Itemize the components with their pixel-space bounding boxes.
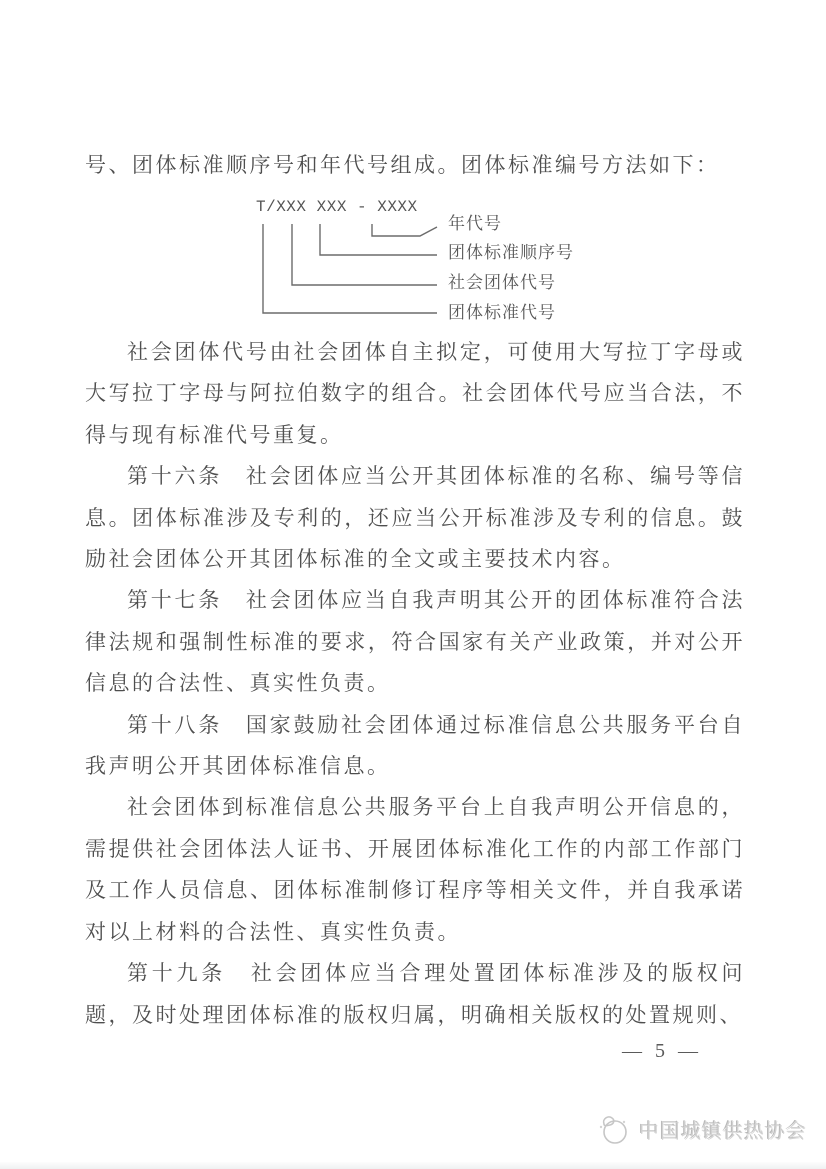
- standard-number-code: T/XXX XXX - XXXX: [256, 198, 418, 216]
- diagram-label-year-code: 年代号: [448, 214, 502, 233]
- association-name: 中国城镇供热协会: [639, 1120, 807, 1143]
- diagram-label-sequence-number: 团体标准顺序号: [448, 243, 574, 262]
- standard-number-diagram: [230, 196, 630, 334]
- diagram-leader-lines: [230, 196, 630, 334]
- bottom-edge-strip: [0, 1162, 826, 1169]
- body-paragraph: 社会团体到标准信息公共服务平台上自我声明公开信息的，需提供社会团体法人证书、开展团体标准化工作的内部工作部门及工作人员信息、团体标准制修订程序等相关文件，并自我承诺对以上材料的合法性、真实性负责。: [85, 795, 745, 944]
- page-number: — 5 —: [622, 1040, 702, 1062]
- continuation-line: 号、团体标准顺序号和年代号组成。团体标准编号方法如下：: [85, 153, 720, 177]
- document-body: [85, 332, 745, 1036]
- footer: [594, 1110, 807, 1148]
- heating-association-emblem-icon: [594, 1110, 632, 1148]
- diagram-label-social-org-code: 社会团体代号: [448, 273, 556, 292]
- diagram-label-group-standard-code: 团体标准代号: [448, 303, 556, 322]
- body-paragraph-article-16: 第十六条 社会团体应当公开其团体标准的名称、编号等信息。团体标准涉及专利的，还应当公开标准涉及专利的信息。鼓励社会团体公开其团体标准的全文或主要技术内容。: [85, 464, 745, 572]
- body-paragraph-article-18: 第十八条 国家鼓励社会团体通过标准信息公共服务平台自我声明公开其团体标准信息。: [85, 712, 745, 779]
- body-paragraph-article-17: 第十七条 社会团体应当自我声明其公开的团体标准符合法律法规和强制性标准的要求，符合国家有关产业政策，并对公开信息的合法性、真实性负责。: [85, 588, 745, 696]
- body-paragraph: 社会团体代号由社会团体自主拟定，可使用大写拉丁字母或大写拉丁字母与阿拉伯数字的组合。社会团体代号应当合法，不得与现有标准代号重复。: [85, 340, 745, 447]
- body-paragraph-article-19: 第十九条 社会团体应当合理处置团体标准涉及的版权问题，及时处理团体标准的版权归属，明确相关版权的处置规则、: [85, 961, 745, 1027]
